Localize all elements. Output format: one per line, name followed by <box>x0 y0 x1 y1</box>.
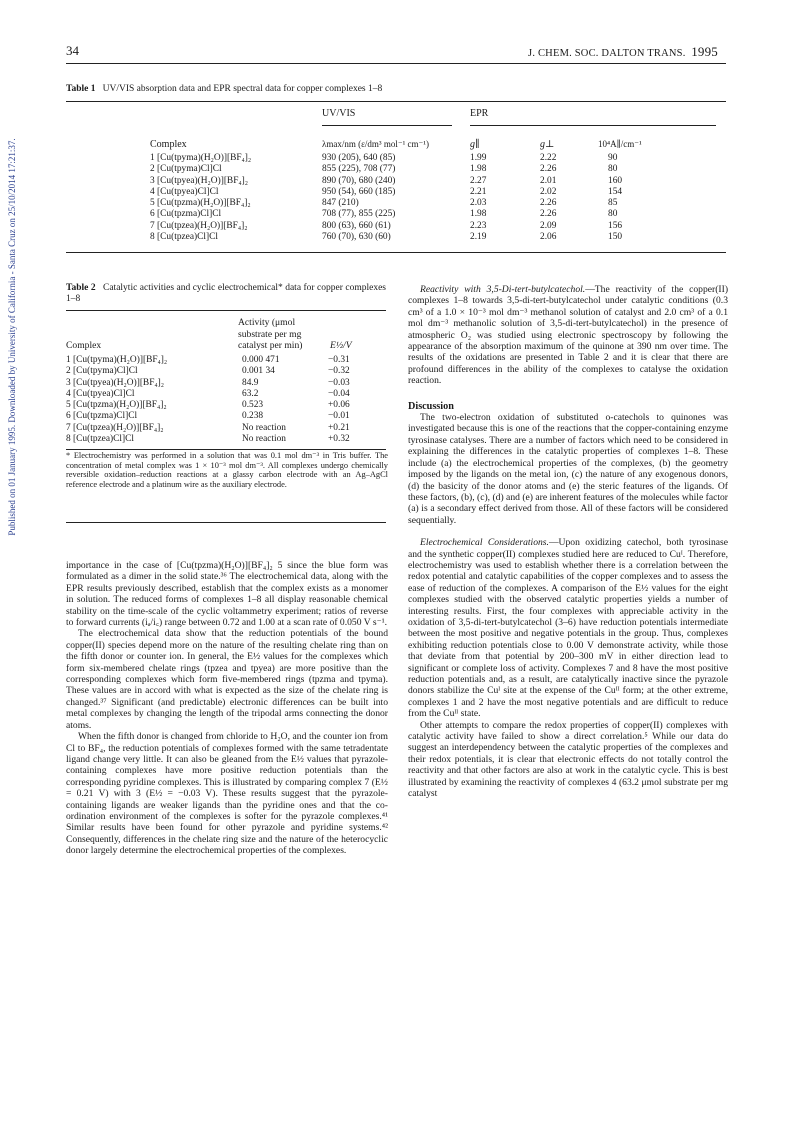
table1-cell-complex: 6 [Cu(tpzma)Cl]Cl <box>150 209 222 220</box>
table1-cell-a: 85 <box>608 198 618 209</box>
table2-cell-activity: No reaction <box>242 434 286 445</box>
table1-epr-rule <box>470 125 716 126</box>
redox-paragraph: Other attempts to compare the redox properties of copper(II) complexes with catalytic activity have failed to show a direct correlation.⁵ While our data do suggest an interdependency between the catalytic properties of the complexes and their redox potentials, it is clear that electronic effects do not totally control the reactivity and that other factors are also at work in the catalytic cycle. This is best illustrated by examining the reactivity of complexes 4 (63.2 μmol substrate per mg catalyst <box>408 719 728 800</box>
table1-cell-a: 160 <box>608 175 623 186</box>
table2-row <box>66 378 386 389</box>
table1-cell-a: 90 <box>608 153 618 163</box>
table2-cell-activity: 0.523 <box>242 400 264 411</box>
table1-row <box>150 232 730 243</box>
table2-cell-activity: No reaction <box>242 422 286 433</box>
table2-cell-e: −0.31 <box>328 355 350 365</box>
table1-cell-lambda: 950 (54), 660 (185) <box>322 186 396 197</box>
table2-row <box>66 400 386 411</box>
table2-cell-e: +0.06 <box>328 400 350 411</box>
table1-cell-a: 154 <box>608 186 623 197</box>
table2-label: Table 2 <box>66 283 96 293</box>
table2-end-rule <box>66 522 386 523</box>
table1-row <box>150 176 730 187</box>
table1-cell-lambda: 708 (77), 855 (225) <box>322 209 396 220</box>
table1-group-epr: EPR <box>470 108 489 119</box>
table2-cell-complex: 3 [Cu(tpyea)(H₂O)][BF₄]₂ <box>66 377 165 388</box>
table2-cell-complex: 7 [Cu(tpzea)(H₂O)][BF₄]₂ <box>66 422 164 433</box>
table1-cell-complex: 1 [Cu(tpyma)(H₂O)][BF₄]₂ <box>150 153 252 163</box>
electrochemical-paragraph <box>408 537 728 720</box>
table1-cell-a: 80 <box>608 209 618 220</box>
table1-row <box>150 209 730 220</box>
table1-cell-gpar: 2.21 <box>470 186 487 197</box>
table2-col-activity-line3: catalyst per min) <box>238 340 303 351</box>
left-column <box>66 560 388 857</box>
table1-row <box>150 153 730 164</box>
table2-cell-activity: 63.2 <box>242 388 259 399</box>
electrochemical-text: —Upon oxidizing catechol, both tyrosinase and the synthetic copper(II) complexes studied here are reduced to Cuᴵ. Therefore, electrochemistry was used to establish whether there is a correlation between the redox potential and catalytic capabilities of the copper complexes and to assess the ease of reduction of the complexes. A comparison of the E½ values for the eight complexes studied with the observed catalytic properties yields a number of interesting results. First, the four complexes with appreciable activity in the oxidation of 3,5-di-tert-butylcatechol (3–6) have reduction potentials intermediate between the most positive and negative potentials in the group. Thus, complexes exhibiting reduction potentials close to 0.00 V demonstrate activity, while those that deviate from that potential by 200–300 mV in either direction lead to significant or complete loss of activity. Complexes 7 and 8 have the most positive reduction potentials and, as a result, are catalytically inactive since the pyrazole donors stabilize the Cuᴵ site at the expense of the Cuᴵᴵ form; at the other extreme, complexes 1 and 2 have the most negative potentials and are difficult to reduce from the Cuᴵᴵ state. <box>408 537 728 720</box>
table2-top-rule <box>66 310 386 311</box>
table2-cell-complex: 8 [Cu(tpzea)Cl]Cl <box>66 434 134 445</box>
table1-cell-complex: 5 [Cu(tpzma)(H₂O)][BF₄]₂ <box>150 198 251 209</box>
table1-cell-gpar: 2.23 <box>470 220 487 231</box>
table1-cell-gperp: 2.26 <box>540 164 557 175</box>
table2-row <box>66 389 386 400</box>
table1-cell-complex: 8 [Cu(tpzea)Cl]Cl <box>150 232 218 243</box>
table2-body <box>66 355 386 445</box>
journal-name: J. CHEM. SOC. DALTON TRANS. <box>528 48 686 59</box>
table1-cell-gpar: 1.98 <box>470 164 487 175</box>
table2-cell-complex: 1 [Cu(tpyma)(H₂O)][BF₄]₂ <box>66 355 168 365</box>
header-rule <box>66 63 726 64</box>
reactivity-text: —The reactivity of the copper(II) complexes 1–8 towards 3,5-di-tert-butylcatechol under catalytic conditions (0.3 cm³ of a 1.0 × 10⁻³ mol dm⁻³ methanol solution of catalyst and 2.0 cm³ of a 0.1 mol dm⁻³ methanolic solution of 3,5-di-tert-butylcatechol) in the presence of atmospheric O₂ was studied using electronic spectroscopy by following the appearance of the absorption maximum of the quinone at 390 nm over time. The results of the oxidations are presented in Table 2 and it is clear that there are profound differences in the ability of the complexes to catalyse the oxidation reaction. <box>408 284 729 387</box>
discussion-heading: Discussion <box>408 400 454 412</box>
reactivity-paragraph <box>408 284 728 387</box>
table1-cell-gperp: 2.26 <box>540 209 557 220</box>
table1-caption <box>66 84 382 94</box>
table1-cell-a: 80 <box>608 164 618 175</box>
journal-year: 1995 <box>691 44 718 59</box>
table2-cell-e: −0.32 <box>328 366 350 377</box>
table2-row <box>66 411 386 422</box>
table1-cell-complex: 2 [Cu(tpyma)Cl]Cl <box>150 164 222 175</box>
table2-cell-complex: 5 [Cu(tpzma)(H₂O)][BF₄]₂ <box>66 400 167 411</box>
table1-body <box>150 153 730 243</box>
table1-col-lambda: λmax/nm (ε/dm³ mol⁻¹ cm⁻¹) <box>322 139 429 149</box>
table2-cell-complex: 4 [Cu(tpyea)Cl]Cl <box>66 388 135 399</box>
left-paragraph-1: importance in the case of [Cu(tpzma)(H₂O)][BF₄]₂ 5 since the blue form was formulated as a dimer in the solid state.³⁶ The electrochemical data, along with the EPR results previously described, establish that the complex exists as a monomer in solution. The reduced forms of complexes 1–8 all display reasonable chemical stability on the time-scale of the cyclic voltammetry experiment; ratios of reverse to forward currents (iₐ/i꜀) range between 0.72 and 1.00 at a scan rate of 0.050 V s⁻¹. <box>66 560 388 629</box>
table2-row <box>66 366 386 377</box>
table1-cell-gpar: 2.03 <box>470 198 487 209</box>
discussion-paragraph: The two-electron oxidation of substituted o-catechols to quinones was investigated because this is one of the reactions that the copper-containing enzyme tyrosinase catalyses. There are a number of factors which need to be considered in explaining the differences in the catalytic properties of complexes 1–8. These include (a) the electrochemical properties of the complexes, (b) the geometry imposed by the ligands on the metal ion, (c) the nature of any exogenous donors, (d) the basicity of the donor atoms and (e) the steric features of the ligands. Of these factors, (b), (c), (d) and (e) are inherent features of the molecules while factor (a) is a secondary effect derived from those. All of these factors will be considered sequentially. <box>408 412 728 526</box>
table1-cell-a: 156 <box>608 220 623 231</box>
table1-cell-gpar: 2.19 <box>470 232 487 243</box>
table2-row <box>66 434 386 445</box>
table1-cell-gperp: 2.02 <box>540 186 557 197</box>
table1-cell-complex: 7 [Cu(tpzea)(H₂O)][BF₄]₂ <box>150 220 248 231</box>
journal-header <box>528 44 718 60</box>
table2-caption-text: Catalytic activities and cyclic electrochemical* data for copper complexes 1–8 <box>66 283 387 304</box>
table1-row <box>150 198 730 209</box>
table2-col-activity-line1: Activity (μmol <box>238 317 296 328</box>
table1-row <box>150 221 730 232</box>
table1-cell-complex: 3 [Cu(tpyea)(H₂O)][BF₄]₂ <box>150 175 249 186</box>
table1-group-uvvis: UV/VIS <box>322 108 356 119</box>
table1-cell-a: 150 <box>608 232 623 243</box>
table2-cell-activity: 0.000 471 <box>242 355 280 365</box>
table2-cell-e: −0.04 <box>328 388 350 399</box>
table2-row <box>66 355 386 366</box>
table2-cell-activity: 84.9 <box>242 377 259 388</box>
table2-bottom-rule <box>66 449 386 450</box>
electrochemical-heading: Electrochemical Considerations. <box>420 537 549 549</box>
table1-uvvis-rule <box>322 125 452 126</box>
table1-col-gperp: g⊥ <box>540 139 555 150</box>
table1-col-a: 10⁴A∥/cm⁻¹ <box>598 139 642 149</box>
table1-cell-lambda: 847 (210) <box>322 198 359 209</box>
table1-cell-lambda: 930 (205), 640 (85) <box>322 153 396 163</box>
table1-cell-gpar: 2.27 <box>470 175 487 186</box>
table1-cell-gpar: 1.98 <box>470 209 487 220</box>
left-paragraph-3: When the fifth donor is changed from chloride to H₂O, and the counter ion from Cl to BF₄, the reduction potentials of complexes formed with the same tetradentate ligand change very little. It can also be gleaned from the E½ values that pyrazole-containing complexes have more positive reduction potentials than the corresponding pyridine complexes. This is illustrated by comparing complex 7 (E½ = 0.21 V) with 3 (E½ = −0.03 V). These results suggest that the pyrazole-containing ligands are weaker ligands than the pyridine ones and that the co-ordination environment of the complexes is softer for the pyrazole complexes.⁴¹ Similar results have been found for other pyrazole and pyridine systems.⁴² Consequently, differences in the chelate ring size and the nature of the heterocyclic donor largely determine the electrochemical properties of the complexes. <box>66 731 388 857</box>
table2-cell-activity: 0.001 34 <box>242 366 275 377</box>
table2-row <box>66 423 386 434</box>
table2-cell-e: +0.32 <box>328 434 350 445</box>
download-watermark: Published on 01 January 1995. Downloaded by University of California - Santa Cruz on 25/10/2014 17:21:37. <box>7 138 17 536</box>
table1-row <box>150 164 730 175</box>
page-number: 34 <box>66 43 79 58</box>
table2-col-e: E½/V <box>330 340 352 351</box>
table2-cell-e: −0.01 <box>328 411 350 422</box>
table1-cell-gperp: 2.01 <box>540 175 557 186</box>
table1-cell-lambda: 800 (63), 660 (61) <box>322 220 391 231</box>
table1-cell-lambda: 855 (225), 708 (77) <box>322 164 396 175</box>
table2-cell-e: +0.21 <box>328 422 350 433</box>
table2-cell-e: −0.03 <box>328 377 350 388</box>
table1-cell-gperp: 2.06 <box>540 232 557 243</box>
table1-col-complex: Complex <box>150 139 187 150</box>
table2-cell-activity: 0.238 <box>242 411 264 422</box>
table2-cell-complex: 2 [Cu(tpyma)Cl]Cl <box>66 366 138 377</box>
table1-cell-gperp: 2.22 <box>540 153 557 163</box>
table1-caption-text: UV/VIS absorption data and EPR spectral data for copper complexes 1–8 <box>102 84 383 94</box>
table1-cell-gperp: 2.09 <box>540 220 557 231</box>
table1-cell-complex: 4 [Cu(tpyea)Cl]Cl <box>150 186 219 197</box>
table2-col-complex: Complex <box>66 340 102 351</box>
table1-cell-lambda: 760 (70), 630 (60) <box>322 232 391 243</box>
table1-top-rule <box>66 101 726 102</box>
table1-row <box>150 187 730 198</box>
left-paragraph-2: The electrochemical data show that the reduction potentials of the bound copper(II) species depend more on the nature of the resulting chelate ring than on the fifth donor or counter ion. In general, the E½ values for the complexes which form six-membered chelate rings (tpzea and tpyea) are more positive than the corresponding complexes which form five-membered rings (tpzma and tpyma). These values are in accord with what is expected as the size of the chelate ring is changed.³⁷ Significant (and predictable) electronic differences can be built into metal complexes by changing the length of the tripodal arms connecting the donor atoms. <box>66 628 388 731</box>
table2-col-activity <box>238 317 302 352</box>
table2-cell-complex: 6 [Cu(tpzma)Cl]Cl <box>66 411 138 422</box>
table2-footnote: * Electrochemistry was performed in a solution that was 0.1 mol dm⁻³ in Tris buffer. The concentration of metal complex was 1 × 10⁻³ mol dm⁻³. All complexes undergo chemically reversible oxidation–reduction reactions at a glassy carbon electrode with an Ag–AgCl reference electrode and a platinum wire as the auxiliary electrode. <box>66 451 388 489</box>
reactivity-heading: Reactivity with 3,5-Di-tert-butylcatechol. <box>420 284 586 295</box>
table1-cell-lambda: 890 (70), 680 (240) <box>322 175 396 186</box>
table1-cell-gperp: 2.26 <box>540 198 557 209</box>
table2-caption <box>66 283 386 305</box>
table1-bottom-rule <box>66 252 726 253</box>
table1-cell-gpar: 1.99 <box>470 153 487 163</box>
table1-label: Table 1 <box>66 84 96 94</box>
right-column <box>408 284 728 799</box>
table2-col-activity-line2: substrate per mg <box>238 328 302 340</box>
table1-col-gpar: g∥ <box>470 139 480 150</box>
